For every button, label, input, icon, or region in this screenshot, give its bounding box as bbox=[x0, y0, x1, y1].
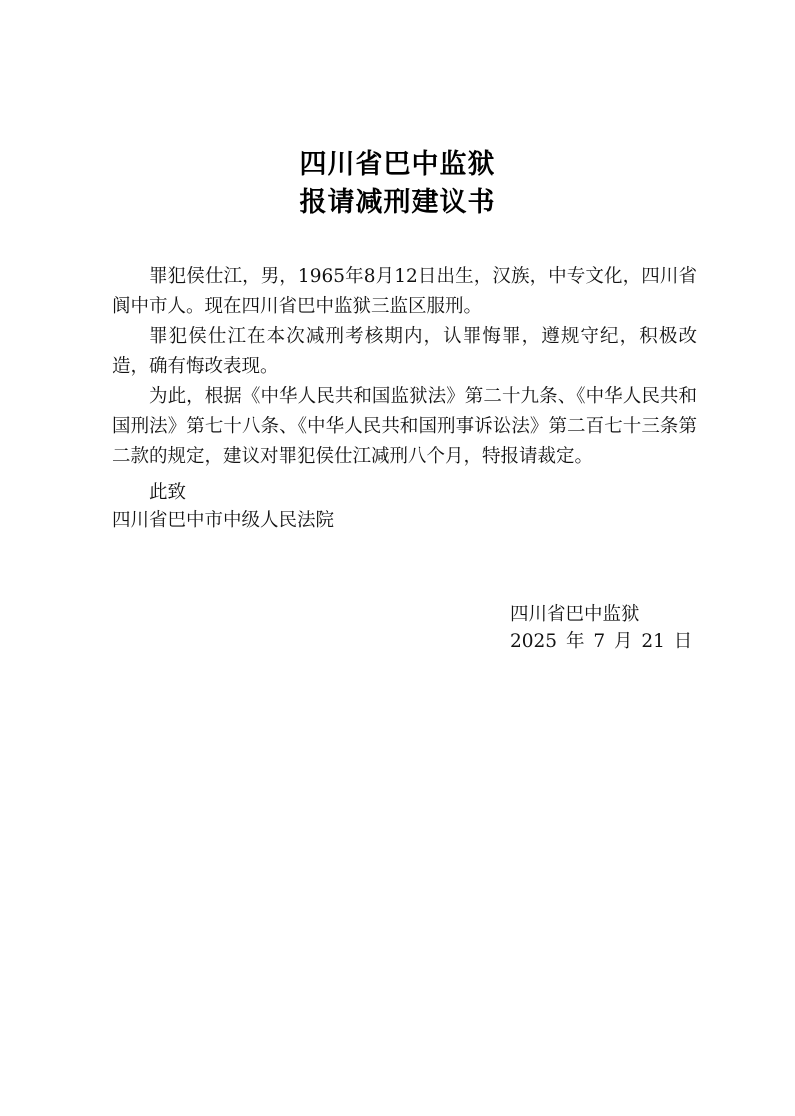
body-paragraph-2 bbox=[112, 322, 697, 382]
paragraph-text: 罪犯侯仕江在本次减刑考核期内，认罪悔罪，遵规守纪，积极改造，确有悔改表现。 bbox=[112, 326, 697, 377]
paragraph-text: 罪犯侯仕江，男，1965年8月12日出生，汉族，中专文化，四川省阆中市人。现在四川省巴中监狱三监区服刑。 bbox=[112, 266, 697, 317]
paragraph-text: 为此，根据《中华人民共和国监狱法》第二十九条、《中华人民共和国刑法》第七十八条、《中华人民共和国刑事诉讼法》第二百七十三条第二款的规定，建议对罪犯侯仕江减刑八个月，特报请裁定。 bbox=[112, 386, 697, 467]
closing-salutation: 此致 bbox=[149, 482, 187, 503]
body-paragraph-3 bbox=[112, 382, 697, 472]
recipient: 四川省巴中市中级人民法院 bbox=[112, 510, 335, 531]
body-paragraph-1 bbox=[112, 262, 697, 322]
document-title-type: 报请减刑建议书 bbox=[299, 187, 496, 218]
document-title-org: 四川省巴中监狱 bbox=[299, 149, 496, 180]
signature-date: 2025 年 7 月 21 日 bbox=[510, 631, 693, 652]
signature-organization: 四川省巴中监狱 bbox=[510, 604, 640, 625]
